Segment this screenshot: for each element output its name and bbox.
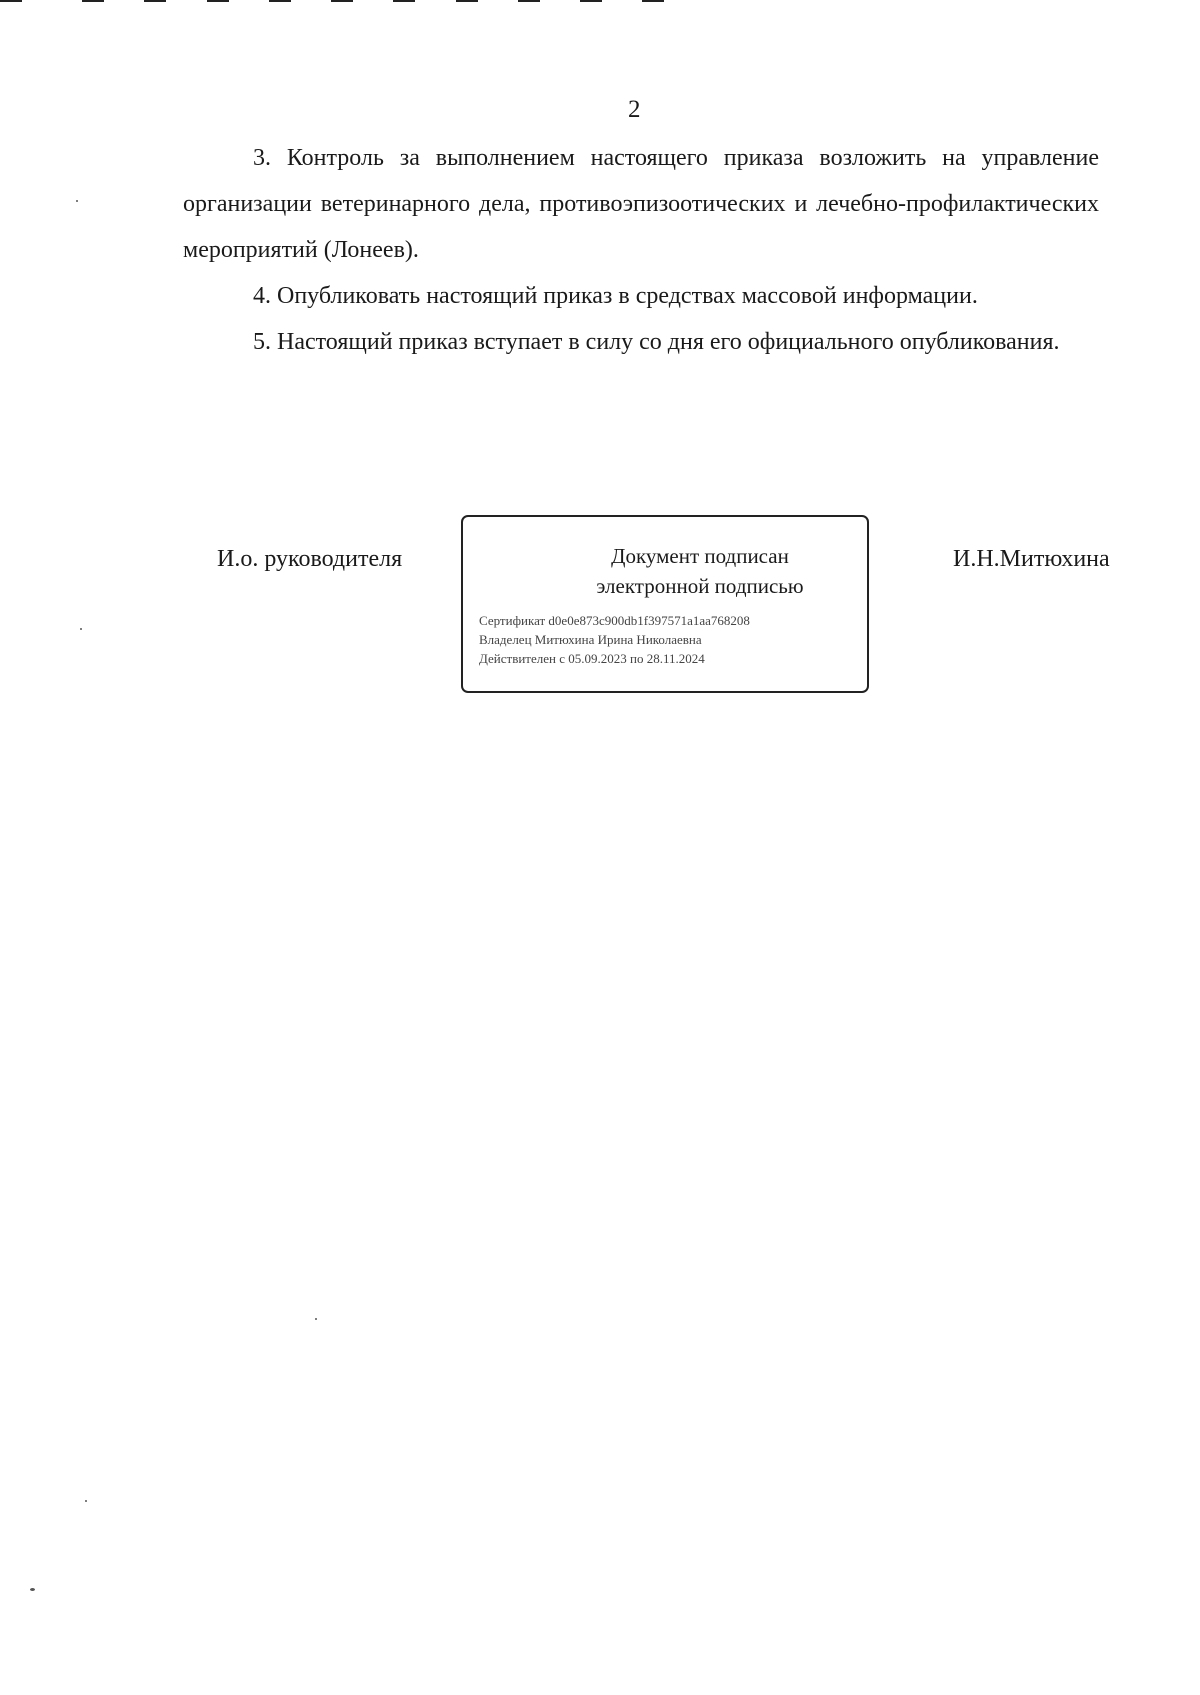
stamp-certificate: Сертификат d0e0e873c900db1f397571a1aa768208 <box>479 613 750 628</box>
paragraph-4: 4. Опубликовать настоящий приказ в средствах массовой информации. <box>253 283 978 309</box>
stamp-owner: Владелец Митюхина Ирина Николаевна <box>479 632 702 647</box>
scan-speck <box>30 1588 35 1591</box>
scan-artifact <box>580 0 602 2</box>
page-number: 2 <box>628 96 641 123</box>
scan-artifact <box>269 0 291 2</box>
scan-artifact <box>393 0 415 2</box>
signer-title: И.о. руководителя <box>217 546 403 572</box>
scan-artifact <box>82 0 104 2</box>
scan-artifact <box>331 0 353 2</box>
stamp-heading-line2: электронной подписью <box>596 574 804 598</box>
signer-name: И.Н.Митюхина <box>953 546 1110 572</box>
scan-artifact <box>207 0 229 2</box>
scan-artifact <box>642 0 664 2</box>
scan-artifact <box>456 0 478 2</box>
scan-speck <box>76 200 78 202</box>
stamp-heading <box>463 541 867 601</box>
scan-artifact <box>518 0 540 2</box>
stamp-validity: Действителен с 05.09.2023 по 28.11.2024 <box>479 651 705 666</box>
electronic-signature-stamp <box>461 515 869 693</box>
stamp-details <box>479 611 750 668</box>
paragraph-3: 3. Контроль за выполнением настоящего приказа возложить на управление организации ветеринарного дела, противоэпизоотических и лечебно-профилактических мероприятий (Лонеев). <box>183 145 1099 263</box>
scan-speck <box>80 628 82 630</box>
scan-artifact <box>0 0 22 2</box>
scan-artifact <box>144 0 166 2</box>
scan-speck <box>315 1318 317 1320</box>
stamp-heading-line1: Документ подписан <box>611 544 789 568</box>
paragraph-5: 5. Настоящий приказ вступает в силу со дня его официального опубликования. <box>253 329 1060 355</box>
scan-speck <box>85 1500 87 1502</box>
